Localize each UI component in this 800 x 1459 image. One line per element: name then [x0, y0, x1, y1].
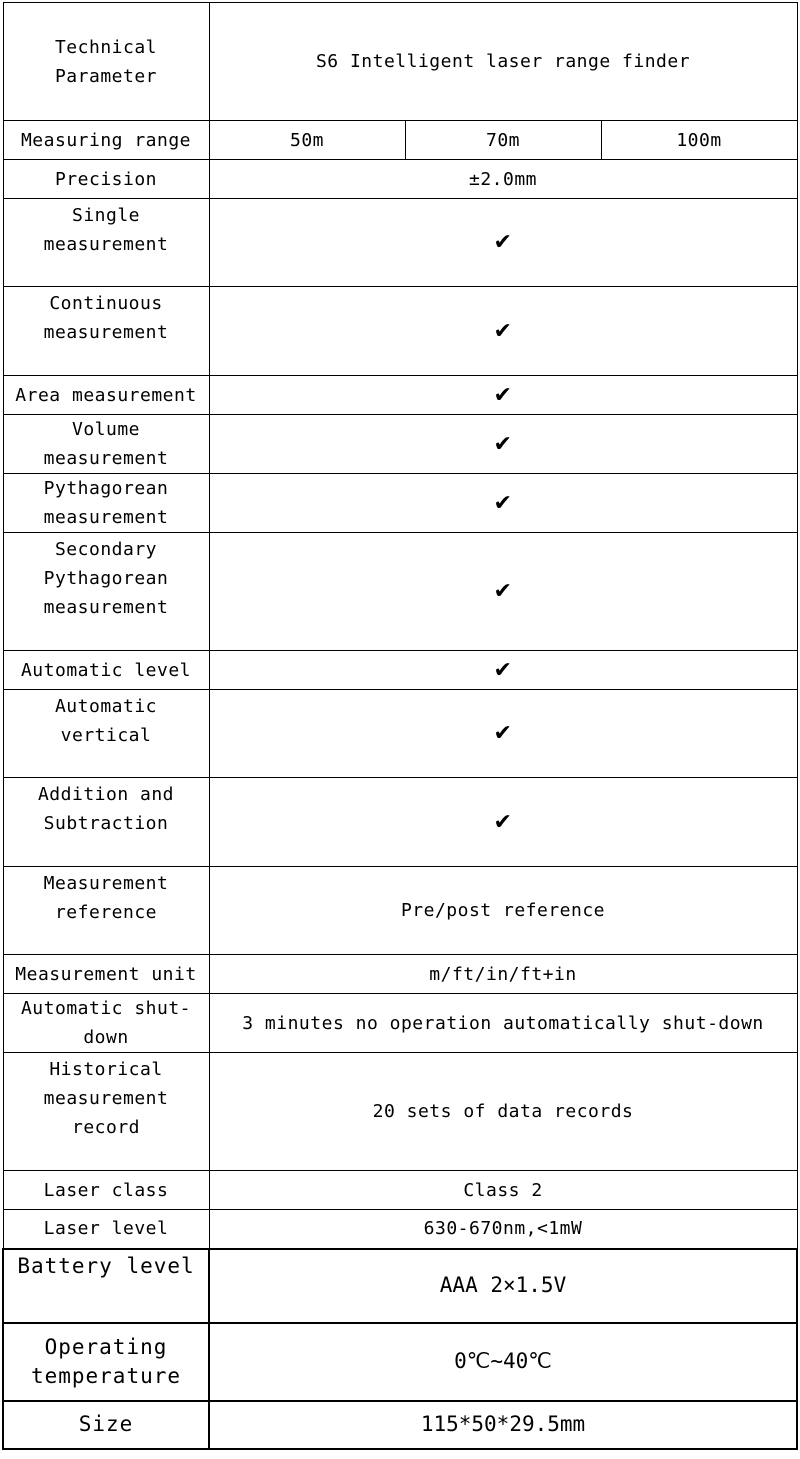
row-label: Automatic shut-down [3, 994, 209, 1053]
row-label: Operating temperature [3, 1323, 209, 1401]
row-value: 630-670nm,<1mW [209, 1210, 797, 1249]
row-value: 115*50*29.5mm [209, 1401, 797, 1449]
row-label: Automatic vertical [3, 690, 209, 778]
check-icon: ✔ [209, 533, 797, 651]
check-icon: ✔ [209, 287, 797, 376]
table-row [3, 3, 797, 121]
row-value: 3 minutes no operation automatically shut-down [209, 994, 797, 1053]
row-value: 0℃~40℃ [209, 1323, 797, 1401]
table-row [3, 994, 797, 1053]
row-value: AAA 2×1.5V [209, 1249, 797, 1323]
check-icon: ✔ [209, 690, 797, 778]
table-row [3, 199, 797, 287]
row-label: Addition and Subtraction [3, 778, 209, 867]
row-label: Laser level [3, 1210, 209, 1249]
table-row [3, 121, 797, 160]
row-label: Measurement reference [3, 867, 209, 955]
table-row [3, 955, 797, 994]
row-label: Automatic level [3, 651, 209, 690]
row-label: Continuous measurement [3, 287, 209, 376]
table-row [3, 376, 797, 415]
row-label: Secondary Pythagorean measurement [3, 533, 209, 651]
table-row [3, 160, 797, 199]
table-row [3, 778, 797, 867]
table-row [3, 474, 797, 533]
header-label: Technical Parameter [3, 3, 209, 121]
row-value: 20 sets of data records [209, 1053, 797, 1171]
table-row [3, 1323, 797, 1401]
table-row [3, 1401, 797, 1449]
row-label: Area measurement [3, 376, 209, 415]
spec-table [2, 2, 798, 1450]
range-value: 70m [405, 121, 601, 160]
table-row [3, 287, 797, 376]
row-label: Laser class [3, 1171, 209, 1210]
row-label: Historical measurement record [3, 1053, 209, 1171]
table-row [3, 415, 797, 474]
table-row [3, 1249, 797, 1323]
row-label: Precision [3, 160, 209, 199]
range-label: Measuring range [3, 121, 209, 160]
row-label: Volume measurement [3, 415, 209, 474]
row-label: Pythagorean measurement [3, 474, 209, 533]
table-row [3, 690, 797, 778]
check-icon: ✔ [209, 199, 797, 287]
row-value: ±2.0mm [209, 160, 797, 199]
row-label: Single measurement [3, 199, 209, 287]
row-label: Size [3, 1401, 209, 1449]
check-icon: ✔ [209, 474, 797, 533]
table-row [3, 651, 797, 690]
table-row [3, 1053, 797, 1171]
range-value: 50m [209, 121, 405, 160]
row-label: Measurement unit [3, 955, 209, 994]
row-label: Battery level [3, 1249, 209, 1323]
check-icon: ✔ [209, 778, 797, 867]
row-value: Class 2 [209, 1171, 797, 1210]
row-value: m/ft/in/ft+in [209, 955, 797, 994]
table-row [3, 533, 797, 651]
product-name: S6 Intelligent laser range finder [209, 3, 797, 121]
table-row [3, 1171, 797, 1210]
check-icon: ✔ [209, 651, 797, 690]
check-icon: ✔ [209, 376, 797, 415]
table-row [3, 867, 797, 955]
table-row [3, 1210, 797, 1249]
row-value: Pre/post reference [209, 867, 797, 955]
range-value: 100m [601, 121, 797, 160]
check-icon: ✔ [209, 415, 797, 474]
